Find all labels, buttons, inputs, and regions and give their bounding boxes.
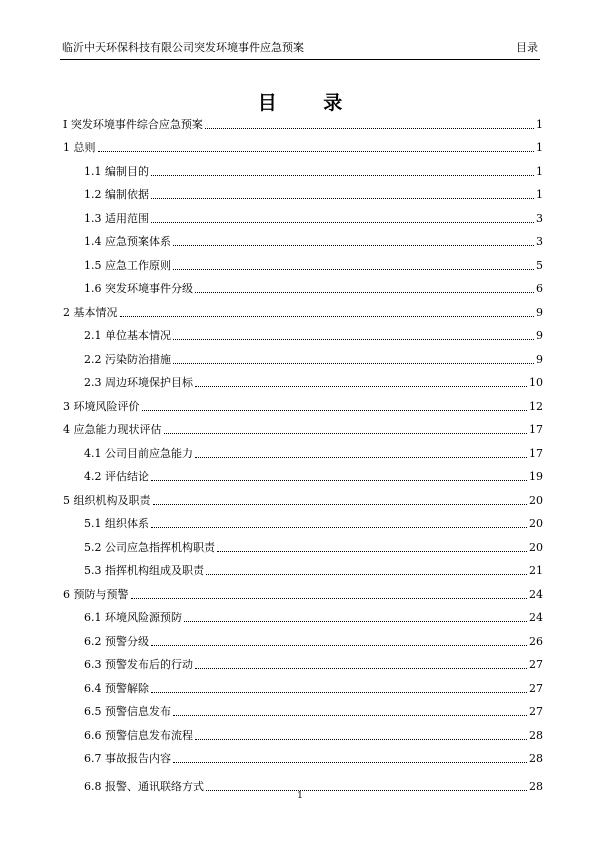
toc-entry-label: 6.2 预警分级 bbox=[84, 634, 149, 648]
header-section-label: 目录 bbox=[516, 41, 538, 54]
toc-entry-label: 4.2 评估结论 bbox=[84, 470, 149, 483]
toc-entry-page: 21 bbox=[529, 564, 543, 577]
toc-entry-page: 10 bbox=[529, 376, 543, 389]
toc-entry[interactable] bbox=[63, 766, 543, 794]
toc-entry[interactable] bbox=[63, 719, 543, 743]
toc-entry-page: 20 bbox=[529, 540, 543, 554]
toc-entry-page: 20 bbox=[529, 517, 543, 530]
toc-entry[interactable] bbox=[63, 555, 543, 579]
toc-entry-label: 1.6 突发环境事件分级 bbox=[84, 282, 193, 295]
toc-entry-label: 5.3 指挥机构组成及职责 bbox=[84, 564, 204, 577]
toc-entry[interactable] bbox=[63, 179, 543, 203]
toc-entry-label: 5.2 公司应急指挥机构职责 bbox=[84, 540, 215, 554]
toc-dot-leader bbox=[173, 269, 534, 270]
toc-dot-leader bbox=[184, 621, 527, 622]
toc-entry-page: 9 bbox=[536, 305, 543, 319]
toc-entry[interactable] bbox=[63, 578, 543, 602]
toc-dot-leader bbox=[142, 410, 528, 411]
toc-entry[interactable] bbox=[63, 531, 543, 555]
toc-dot-leader bbox=[173, 762, 527, 763]
toc-entry-page: 9 bbox=[536, 352, 543, 366]
toc-entry-label: 2 基本情况 bbox=[63, 305, 118, 319]
toc-entry-label: 1.1 编制目的 bbox=[84, 164, 149, 178]
toc-dot-leader bbox=[195, 386, 527, 387]
table-of-contents bbox=[63, 108, 543, 794]
toc-dot-leader bbox=[151, 692, 527, 693]
toc-entry-page: 1 bbox=[536, 141, 543, 154]
toc-dot-leader bbox=[217, 551, 527, 552]
toc-entry-page: 26 bbox=[529, 634, 543, 648]
toc-entry[interactable] bbox=[63, 743, 543, 767]
toc-entry-page: 6 bbox=[536, 282, 543, 295]
toc-dot-leader bbox=[173, 363, 534, 364]
toc-entry-page: 17 bbox=[529, 446, 543, 460]
toc-entry[interactable] bbox=[63, 367, 543, 391]
toc-entry-label: 6.8 报警、通讯联络方式 bbox=[84, 780, 204, 793]
toc-entry-label: 6.6 预警信息发布流程 bbox=[84, 728, 193, 742]
toc-entry-label: 4.1 公司目前应急能力 bbox=[84, 446, 193, 460]
toc-entry-page: 27 bbox=[529, 658, 543, 671]
toc-entry[interactable] bbox=[63, 390, 543, 414]
toc-entry[interactable] bbox=[63, 414, 543, 438]
toc-entry-label: 2.3 周边环境保护目标 bbox=[84, 376, 193, 389]
toc-entry[interactable] bbox=[63, 273, 543, 297]
toc-entry-label: 1.2 编制依据 bbox=[84, 188, 149, 201]
toc-entry[interactable] bbox=[63, 202, 543, 226]
toc-dot-leader bbox=[205, 128, 534, 129]
toc-entry-page: 19 bbox=[529, 470, 543, 483]
toc-entry-page: 28 bbox=[529, 728, 543, 742]
toc-entry[interactable] bbox=[63, 602, 543, 626]
toc-dot-leader bbox=[151, 645, 527, 646]
toc-entry[interactable] bbox=[63, 508, 543, 532]
toc-entry-page: 27 bbox=[529, 705, 543, 718]
toc-entry-label: 4 应急能力现状评估 bbox=[63, 423, 162, 436]
toc-dot-leader bbox=[173, 715, 527, 716]
toc-entry-page: 28 bbox=[529, 752, 543, 765]
toc-dot-leader bbox=[98, 151, 535, 152]
toc-entry-page: 3 bbox=[536, 211, 543, 225]
toc-entry-page: 3 bbox=[536, 235, 543, 248]
toc-entry-label: 1 总则 bbox=[63, 141, 96, 154]
toc-entry-page: 17 bbox=[529, 423, 543, 436]
toc-entry-label: 6.7 事故报告内容 bbox=[84, 752, 171, 765]
toc-dot-leader bbox=[195, 739, 527, 740]
toc-dot-leader bbox=[195, 457, 527, 458]
toc-entry-page: 1 bbox=[536, 164, 543, 178]
toc-entry-page: 1 bbox=[536, 188, 543, 201]
toc-dot-leader bbox=[173, 245, 534, 246]
toc-entry-label: 1.3 适用范围 bbox=[84, 211, 149, 225]
toc-dot-leader bbox=[173, 339, 534, 340]
toc-entry[interactable] bbox=[63, 672, 543, 696]
header-document-title: 临沂中天环保科技有限公司突发环境事件应急预案 bbox=[62, 41, 304, 54]
toc-dot-leader bbox=[131, 598, 528, 599]
toc-dot-leader bbox=[195, 292, 534, 293]
toc-entry[interactable] bbox=[63, 696, 543, 720]
toc-dot-leader bbox=[151, 222, 534, 223]
toc-entry-label: 6.4 预警解除 bbox=[84, 681, 149, 695]
toc-entry-page: 24 bbox=[529, 611, 543, 624]
toc-entry[interactable] bbox=[63, 320, 543, 344]
toc-entry[interactable] bbox=[63, 226, 543, 250]
toc-entry-label: 6.1 环境风险源预防 bbox=[84, 611, 182, 624]
page-number: 1 bbox=[297, 791, 303, 801]
toc-entry[interactable] bbox=[63, 484, 543, 508]
toc-dot-leader bbox=[195, 668, 527, 669]
toc-dot-leader bbox=[151, 527, 527, 528]
toc-entry[interactable] bbox=[63, 343, 543, 367]
toc-entry-label: 6.3 预警发布后的行动 bbox=[84, 658, 193, 671]
toc-entry-page: 9 bbox=[536, 329, 543, 342]
toc-entry-page: 24 bbox=[529, 587, 543, 601]
toc-dot-leader bbox=[206, 574, 527, 575]
toc-entry-label: 5.1 组织体系 bbox=[84, 517, 149, 530]
toc-dot-leader bbox=[151, 175, 534, 176]
toc-entry[interactable] bbox=[63, 296, 543, 320]
toc-entry-page: 12 bbox=[529, 399, 543, 413]
toc-entry[interactable] bbox=[63, 132, 543, 156]
toc-dot-leader bbox=[151, 480, 527, 481]
toc-entry[interactable] bbox=[63, 625, 543, 649]
toc-entry-label: 2.1 单位基本情况 bbox=[84, 329, 171, 342]
toc-entry-label: 6.5 预警信息发布 bbox=[84, 705, 171, 718]
toc-dot-leader bbox=[164, 433, 528, 434]
toc-title: 目 录 bbox=[257, 92, 363, 114]
toc-entry[interactable] bbox=[63, 461, 543, 485]
toc-entry-label: I 突发环境事件综合应急预案 bbox=[63, 117, 203, 131]
toc-entry-page: 27 bbox=[529, 681, 543, 695]
toc-entry-label: 6 预防与预警 bbox=[63, 587, 129, 601]
toc-entry-label: 5 组织机构及职责 bbox=[63, 493, 151, 507]
toc-dot-leader bbox=[151, 198, 534, 199]
toc-entry[interactable] bbox=[63, 437, 543, 461]
toc-entry-label: 1.4 应急预案体系 bbox=[84, 235, 171, 248]
toc-entry-page: 5 bbox=[536, 258, 543, 272]
toc-dot-leader bbox=[153, 504, 528, 505]
toc-entry[interactable] bbox=[63, 249, 543, 273]
toc-entry[interactable] bbox=[63, 649, 543, 673]
toc-entry[interactable] bbox=[63, 108, 543, 132]
toc-entry-label: 3 环境风险评价 bbox=[63, 399, 140, 413]
toc-entry-page: 1 bbox=[536, 117, 543, 131]
page-header bbox=[60, 38, 540, 58]
header-divider bbox=[60, 59, 540, 60]
toc-entry-page: 28 bbox=[529, 780, 543, 793]
toc-entry[interactable] bbox=[63, 155, 543, 179]
toc-entry-page: 20 bbox=[529, 493, 543, 507]
toc-dot-leader bbox=[120, 316, 535, 317]
toc-entry-label: 1.5 应急工作原则 bbox=[84, 258, 171, 272]
toc-entry-label: 2.2 污染防治措施 bbox=[84, 352, 171, 366]
